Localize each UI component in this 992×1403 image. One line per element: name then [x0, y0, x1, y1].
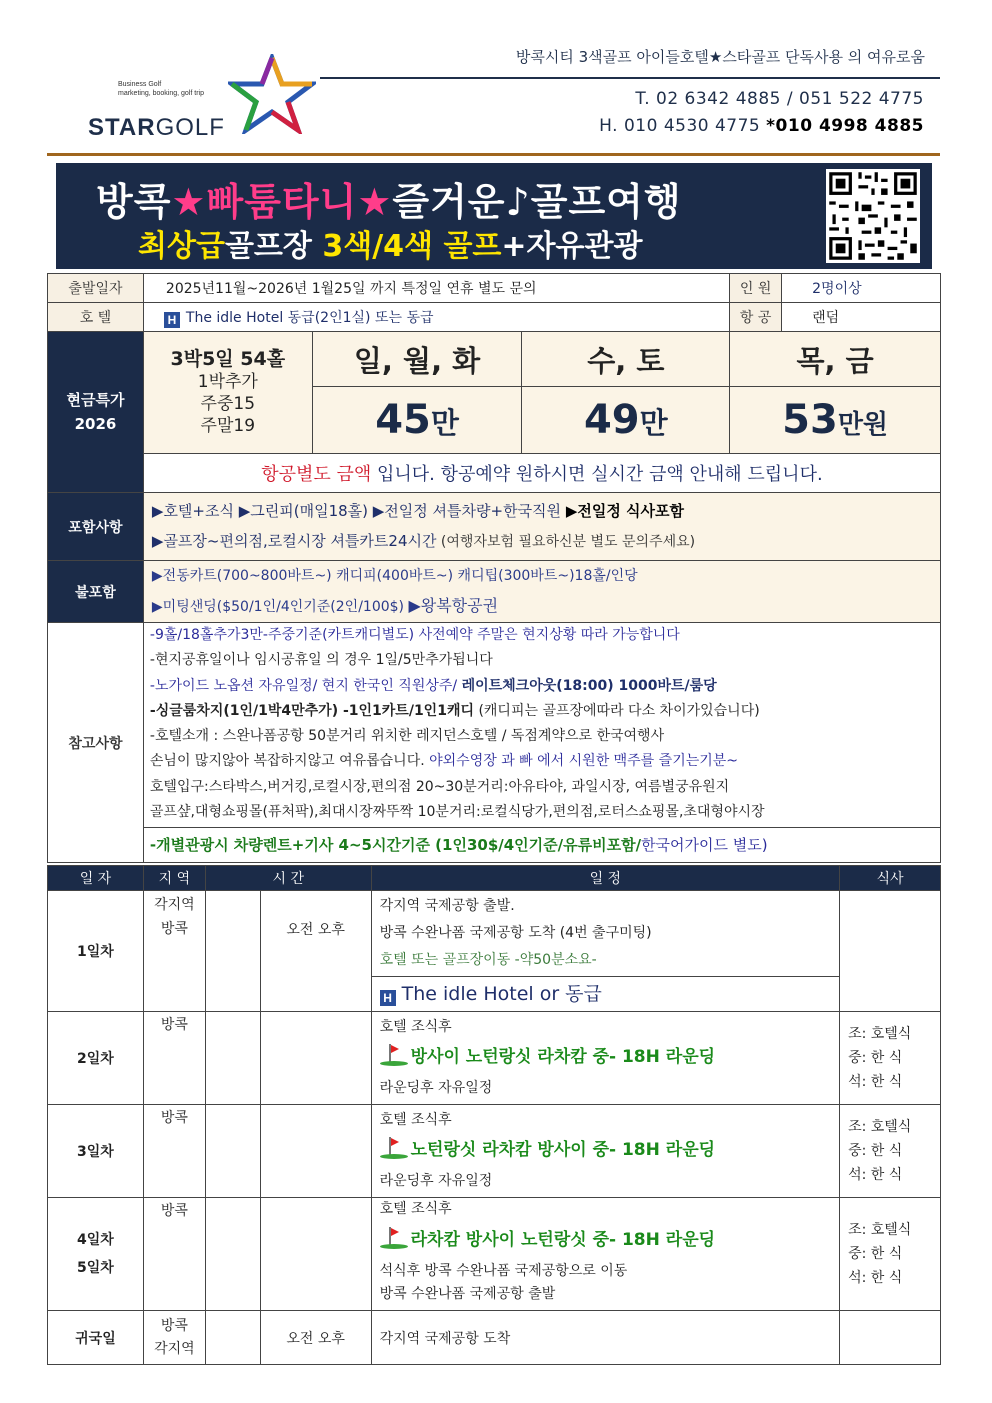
day3-time-empty: [205, 1105, 260, 1198]
logo-tagline-2: marketing, booking, golf trip: [118, 90, 204, 97]
day4-line-1: 호텔 조식후: [379, 1201, 452, 1217]
price-col1-days: 일, 월, 화: [312, 332, 522, 387]
day2-region: 방콕: [143, 1012, 205, 1105]
company-logo: [88, 58, 318, 148]
banner-sub-part3: 3색/4색 골프: [322, 229, 502, 264]
banner-sub-part1: 최상급: [138, 229, 225, 264]
day1-region: 각지역 방콕: [143, 891, 205, 1012]
day1-itinerary: [371, 891, 839, 1012]
sched-header-time: 시 간: [205, 866, 371, 891]
excluded-cell: [143, 561, 940, 623]
day3-meal-1: 조: 호텔식: [848, 1119, 912, 1135]
day2-itinerary: [371, 1012, 839, 1105]
banner-title: [96, 171, 682, 226]
logo-wordmark: [88, 114, 225, 142]
qr-code-icon[interactable]: [826, 169, 920, 263]
day4-line-3: 석식후 방콕 수완나폼 국제공항으로 이동: [379, 1263, 628, 1279]
price-col3-days: 목, 금: [730, 332, 941, 387]
golf-flag-icon: [380, 1044, 408, 1066]
day3-itinerary: [371, 1105, 839, 1198]
phone-line-2: [599, 116, 924, 136]
price-label: [48, 332, 144, 493]
note-rental: [144, 827, 940, 862]
price-col3-num: 53: [782, 397, 838, 443]
return-time-empty: [205, 1311, 260, 1365]
depart-value: 2025년11월~2026년 1월25일 까지 특정일 연휴 별도 문의: [143, 274, 729, 303]
schedule-row-return: [48, 1311, 941, 1365]
day2-line-1: 호텔 조식후: [379, 1019, 452, 1035]
day2-meal-1: 조: 호텔식: [848, 1026, 912, 1042]
star-logo-icon: [228, 54, 316, 134]
sched-header-itinerary: 일 정: [371, 866, 839, 891]
phone-line-1: T. 02 6342 4885 / 051 522 4775: [635, 89, 924, 109]
note-line-3a: -노가이드 노옵션 자유일정/ 현지 한국인 직원상주/: [149, 677, 462, 694]
day4-golf: 라차캄 방사이 노턴랑싯 중- 18H 라운딩: [410, 1230, 716, 1250]
day2-meal: [840, 1012, 941, 1105]
price-col1-unit: 만: [430, 406, 459, 440]
excluded-line-2a: ▶미팅샌딩($50/1인/4인기준(2인/100$): [151, 598, 409, 615]
return-itinerary: 각지역 국제공항 도착: [371, 1311, 839, 1365]
header-slogan: 방콕시티 3색골프 아이들호텔★스타골프 단독사용 의 여유로움: [515, 48, 925, 66]
banner-title-part2: ★빠툼타니★: [171, 180, 393, 224]
included-line-2b: (여행자보험 필요하신분 별도 문의주세요): [436, 534, 696, 550]
banner-sub-part4: +자유관광: [501, 229, 643, 264]
day4-line-4: 방콕 수완나폼 국제공항 출발: [379, 1286, 556, 1302]
day2-line-3: 라운딩후 자유일정: [379, 1080, 493, 1096]
logo-tagline-1: Business Golf: [118, 81, 162, 88]
day3-meal-3: 석: 한 식: [848, 1167, 903, 1183]
golf-flag-icon: [380, 1227, 408, 1249]
excluded-line-1: ▶전동카트(700~800바트~) 캐디피(400바트~) 캐디팁(300바트~)18홀/인당: [151, 567, 638, 584]
logo-golf-text: GOLF: [155, 114, 225, 141]
air-note-blue: 입니다. 항공예약 원하시면 실시간 금액 안내해 드립니다.: [371, 464, 823, 485]
notes-label: 참고사항: [48, 623, 144, 863]
hotel-value: The idle Hotel 동급(2인1실) 또는 동급: [185, 309, 434, 326]
included-line-2a: ▶골프장~편의점,로컬시장 셔틀카트24시간: [151, 532, 437, 550]
day1-line-2: 방콕 수완나폼 국제공항 도착 (4번 출구미팅): [379, 925, 652, 941]
banner-title-part3: 즐거운♪골프여행: [392, 180, 682, 224]
sched-header-region: 지 역: [143, 866, 205, 891]
note-line-9a: -개별관광시 차량렌트+기사 4~5시간기준 (1인30$/4인기준/유류비포함/: [149, 836, 642, 855]
banner-title-part1: 방콕: [96, 180, 172, 224]
day3-golf: 노턴랑싯 라차캄 방사이 중- 18H 라운딩: [410, 1140, 716, 1160]
hotel-value-cell: [143, 303, 729, 332]
day1-hotel-icon: H: [380, 990, 396, 1006]
note-line-5: -호텔소개 : 스완나폼공항 50분거리 위치한 레지던스호텔 / 독점계약으로 한국여행사: [149, 728, 665, 745]
people-value: 2명이상: [782, 274, 941, 303]
return-region: [143, 1311, 205, 1365]
header-divider: [320, 77, 940, 79]
logo-star-text: STAR: [88, 114, 156, 141]
plan-extra-night: 1박추가: [197, 372, 258, 392]
price-col1: [312, 387, 522, 454]
day3-label: 3일차: [48, 1105, 144, 1198]
day1-time-empty: [205, 891, 260, 1012]
phone-line-2-prefix: H. 010 4530 4775: [599, 116, 767, 136]
note-line-4b: (캐디피는 골프장에따라 다소 차이가있습니다): [474, 702, 760, 719]
day1-hotel-name: The idle Hotel or 동급: [401, 983, 602, 1005]
schedule-row-day2: [48, 1012, 941, 1105]
day1-line-1: 각지역 국제공항 출발.: [379, 898, 515, 914]
day3-region: 방콕: [143, 1105, 205, 1198]
air-note-red: 항공별도 금액: [261, 464, 372, 485]
day4-label: [48, 1198, 144, 1311]
note-line-6b: 야외수영장 과 빠 에서 시원한 맥주를 즐기는기분~: [429, 753, 739, 770]
return-time: 오전 오후: [260, 1311, 371, 1365]
included-line-1b: ▶전일정 식사포함: [565, 502, 685, 520]
day2-time-empty: [205, 1012, 260, 1105]
day4-meal-2: 중: 한 식: [848, 1246, 903, 1262]
banner-subtitle: [138, 221, 642, 265]
depart-label: 출발일자: [48, 274, 144, 303]
day4-region: 방콕: [143, 1198, 205, 1311]
note-line-4a: -싱글룸차지(1인/1박4만추가) -1인1카트/1인1캐디: [149, 702, 474, 719]
price-col2-days: 수, 토: [522, 332, 730, 387]
day2-meal-3: 석: 한 식: [848, 1074, 903, 1090]
banner-sub-part2: 골프장: [224, 229, 323, 264]
hotel-icon: H: [164, 312, 180, 328]
excluded-label: 불포함: [48, 561, 144, 623]
logo-tagline: [118, 80, 204, 98]
return-region-2: 각지역: [154, 1340, 195, 1357]
day1-line-3: 호텔 또는 골프장이동 -약50분소요-: [379, 952, 597, 968]
schedule-row-day4: [48, 1198, 941, 1311]
note-line-7: 호텔입구:스타박스,버거킹,로컬시장,편의점 20~30분거리:아유타야, 과일시장, 여름별궁유원지: [149, 778, 730, 795]
price-col3-unit: 만원: [837, 410, 889, 440]
air-note: [143, 454, 940, 493]
day2-time: [260, 1012, 371, 1105]
plan-weekday: 주중15: [200, 394, 256, 414]
day4-meal-3: 석: 한 식: [848, 1270, 903, 1286]
price-col1-num: 45: [375, 397, 431, 443]
day3-time: [260, 1105, 371, 1198]
sched-header-day: 일 자: [48, 866, 144, 891]
plan-cell: [143, 332, 312, 454]
day4-itinerary: [371, 1198, 839, 1311]
day2-golf: 방사이 노턴랑싯 라차캄 중- 18H 라운딩: [410, 1047, 716, 1067]
header-rule: [47, 153, 940, 156]
notes-cell: [143, 623, 940, 863]
day2-label: 2일차: [48, 1012, 144, 1105]
excluded-line-2b: ▶왕복항공권: [408, 595, 499, 615]
included-line-1a: ▶호텔+조식 ▶그린피(매일18홀) ▶전일정 셔틀차량+한국직원: [151, 502, 566, 520]
price-col2: [522, 387, 730, 454]
plan-weekend: 주말19: [200, 416, 256, 436]
day1-label: 1일차: [48, 891, 144, 1012]
people-label: 인 원: [730, 274, 782, 303]
price-col2-num: 49: [583, 397, 640, 443]
note-line-8: 골프샾,대형쇼핑몰(퓨처팍),최대시장짜뚜짝 10분거리:로컬식당가,편의점,로터스쇼핑몰,초대형야시장: [149, 804, 765, 821]
included-cell: [143, 493, 940, 561]
day1-time: 오전 오후: [260, 891, 371, 1012]
golf-flag-icon: [380, 1137, 408, 1159]
return-label: 귀국일: [48, 1311, 144, 1365]
note-line-3b: 레이트체크아웃(18:00) 1000바트/룸당: [461, 677, 717, 694]
day3-meal: [840, 1105, 941, 1198]
day2-meal-2: 중: 한 식: [848, 1050, 903, 1066]
day4-meal-1: 조: 호텔식: [848, 1222, 912, 1238]
schedule-row-day3: [48, 1105, 941, 1198]
title-banner: [56, 163, 932, 269]
price-col3: [730, 387, 941, 454]
schedule-table: [47, 865, 941, 1365]
note-line-9b: 한국어가이드 별도): [641, 836, 768, 855]
price-col2-unit: 만: [639, 406, 668, 440]
day4-label-1: 4일차: [77, 1232, 114, 1248]
day1-meal: [840, 891, 941, 1012]
note-line-2: -현지공휴일이나 임시공휴일 의 경우 1일/5만추가됩니다: [149, 652, 493, 669]
plan-title: 3박5일 54홀: [170, 348, 286, 370]
day4-label-2: 5일차: [77, 1260, 114, 1276]
phone-line-2-bold: *010 4998 4885: [766, 116, 924, 136]
schedule-row-day1: [48, 891, 941, 1012]
note-line-1: -9홀/18홀추가3만-주중기준(카트캐디별도) 사전예약 주말은 현지상황 따라 가능합니다: [149, 627, 680, 643]
price-label-1: 현금특가: [66, 391, 125, 409]
day4-meal: [840, 1198, 941, 1311]
price-label-2: 2026: [74, 415, 117, 433]
return-region-1: 방콕: [160, 1317, 188, 1334]
day4-time-empty: [205, 1198, 260, 1311]
day3-meal-2: 중: 한 식: [848, 1143, 903, 1159]
tour-info-table: [47, 273, 941, 863]
air-value: 랜덤: [782, 303, 941, 332]
hotel-label: 호 텔: [48, 303, 144, 332]
note-line-6a: 손님이 많지않아 복잡하지않고 여유롭습니다.: [149, 753, 430, 770]
day3-line-3: 라운딩후 자유일정: [379, 1173, 493, 1189]
included-label: 포함사항: [48, 493, 144, 561]
return-meal: [840, 1311, 941, 1365]
sched-header-meal: 식사: [840, 866, 941, 891]
day1-hotel: [372, 976, 839, 1011]
air-label: 항 공: [730, 303, 782, 332]
day3-line-1: 호텔 조식후: [379, 1112, 452, 1128]
day4-time: [260, 1198, 371, 1311]
